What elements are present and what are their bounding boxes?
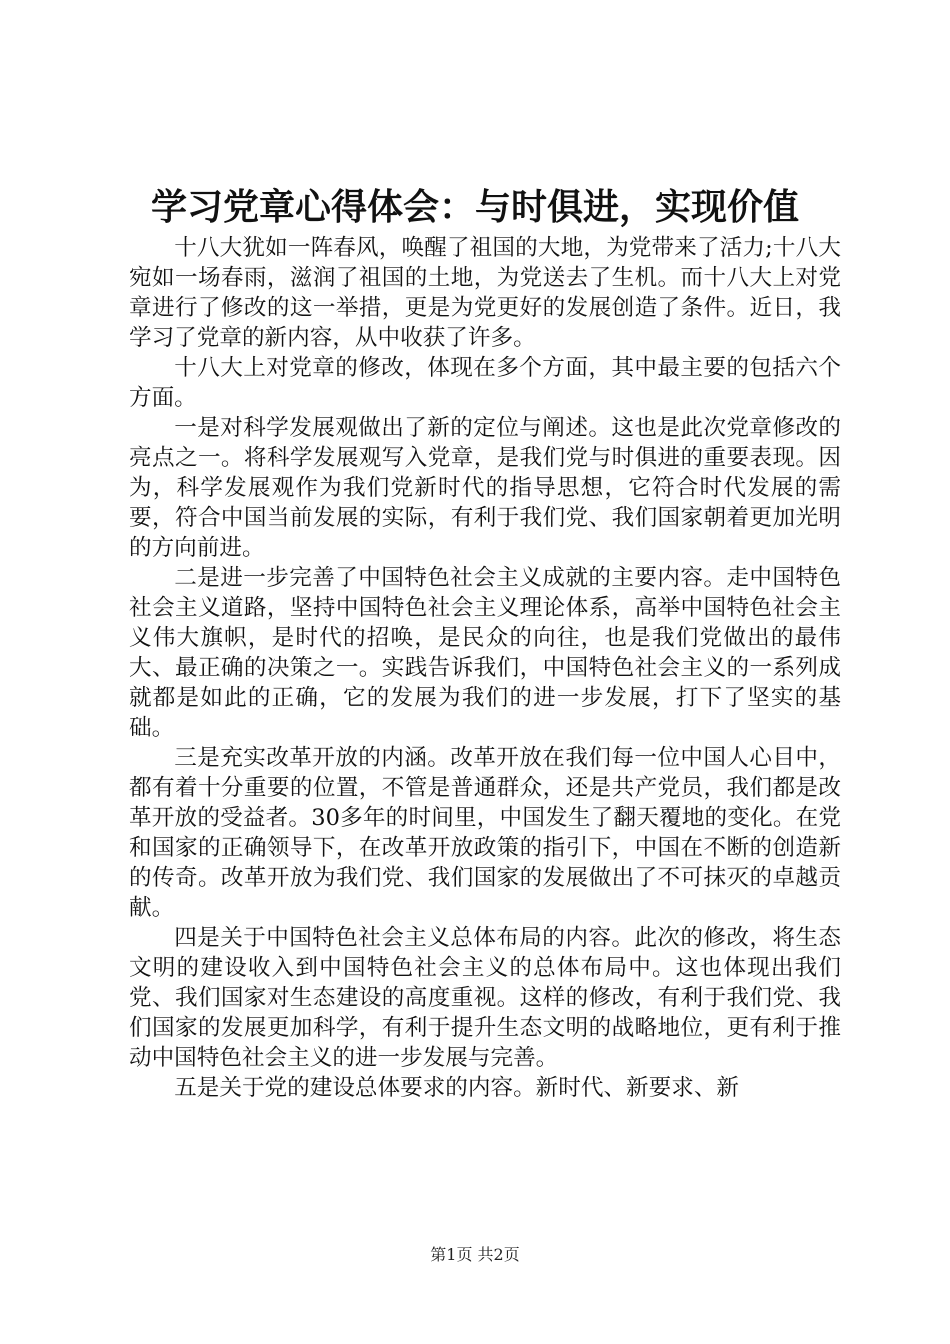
paragraph-point-one: 一是对科学发展观做出了新的定位与阐述。这也是此次党章修改的亮点之一。将科学发展观写入党章，是我们党与时俱进的重要表现。因为，科学发展观作为我们党新时代的指导思想，它符合时代发展的需要，符合中国当前发展的实际，有利于我们党、我们国家朝着更加光明的方向前进。	[129, 415, 841, 561]
paragraph-intro: 十八大犹如一阵春风，唤醒了祖国的大地，为党带来了活力;十八大宛如一场春雨，滋润了祖国的土地，为党送去了生机。而十八大上对党章进行了修改的这一举措，更是为党更好的发展创造了条件。近日，我学习了党章的新内容，从中收获了许多。	[129, 235, 841, 351]
paragraph-point-five: 五是关于党的建设总体要求的内容。新时代、新要求、新	[174, 1075, 740, 1101]
paragraph-point-four: 四是关于中国特色社会主义总体布局的内容。此次的修改，将生态文明的建设收入到中国特色社会主义的总体布局中。这也体现出我们党、我们国家对生态建设的高度重视。这样的修改，有利于我们党、我们国家的发展更加科学，有利于提升生态文明的战略地位，更有利于推动中国特色社会主义的进一步发展与完善。	[129, 925, 841, 1071]
document-title: 学习党章心得体会：与时俱进，实现价值	[150, 187, 799, 228]
paragraph-overview: 十八大上对党章的修改，体现在多个方面，其中最主要的包括六个方面。	[129, 355, 841, 411]
paragraph-point-two: 二是进一步完善了中国特色社会主义成就的主要内容。走中国特色社会主义道路，坚持中国特色社会主义理论体系，高举中国特色社会主义伟大旗帜，是时代的招唤，是民众的向往，也是我们党做出的最伟大、最正确的决策之一。实践告诉我们，中国特色社会主义的一系列成就都是如此的正确，它的发展为我们的进一步发展，打下了坚实的基础。	[129, 565, 841, 741]
paragraph-point-three: 三是充实改革开放的内涵。改革开放在我们每一位中国人心目中，都有着十分重要的位置，不管是普通群众，还是共产党员，我们都是改革开放的受益者。30多年的时间里，中国发生了翻天覆地的变化。在党和国家的正确领导下，在改革开放政策的指引下，中国在不断的创造新的传奇。改革开放为我们党、我们国家的发展做出了不可抹灭的卓越贡献。	[129, 745, 841, 921]
page-footer: 第1页 共2页	[430, 1245, 520, 1264]
document-body	[129, 233, 841, 1103]
